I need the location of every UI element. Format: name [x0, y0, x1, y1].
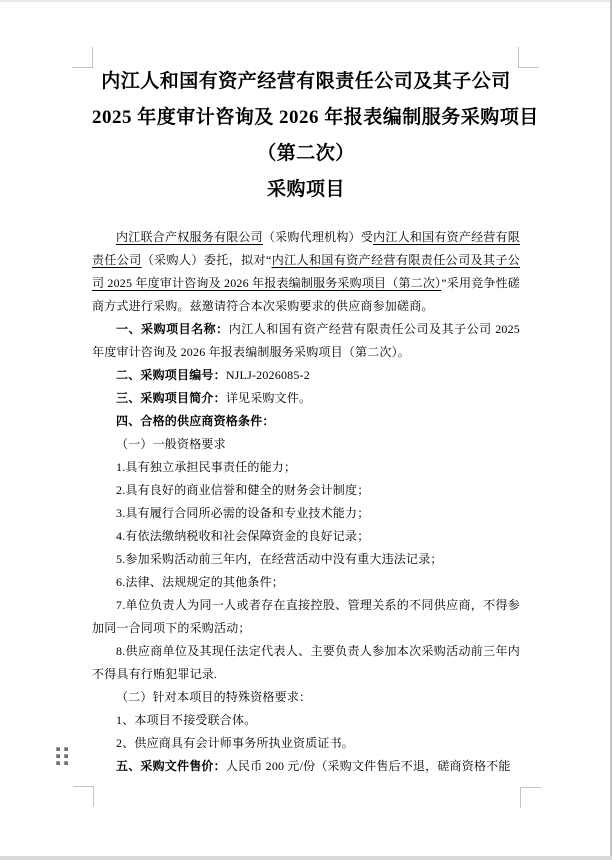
- special-item: 2、供应商具有会计师事务所执业资质证书。: [116, 736, 355, 750]
- section-document-price: [92, 755, 520, 778]
- crop-mark-top-right-icon: [518, 47, 539, 68]
- section-text: NJLJ-2026085-2: [225, 368, 310, 382]
- page-edge-top: [0, 0, 612, 2]
- intro-text: （采购代理机构）受: [262, 230, 374, 244]
- section-project-name: [92, 318, 520, 364]
- section-text: 详见采购文件。: [225, 391, 312, 405]
- crop-mark-bottom-right-icon: [520, 787, 541, 808]
- document-body: [92, 226, 520, 778]
- section-project-brief: [92, 387, 520, 410]
- page-edge-bottom: [0, 856, 612, 860]
- title-line: 内江人和国有资产经营有限责任公司及其子公司: [101, 71, 511, 92]
- section-label: 四、合格的供应商资格条件：: [116, 414, 275, 428]
- title-line: 采购项目: [266, 179, 345, 200]
- intro-text: （采购人）委托，拟对“: [141, 253, 272, 267]
- section-label: 二、采购项目编号：: [116, 368, 226, 382]
- project-name: 内江人和国有资产经营有限责任公司及其子公司 2025 年度审计咨询及 2026 年报表编制服务采购项目（第二次）: [92, 253, 520, 290]
- general-item: 2.具有良好的商业信誉和健全的财务会计制度；: [116, 483, 370, 497]
- agency-name: 内江联合产权服务有限公司: [116, 230, 263, 244]
- dots-grid-icon: [56, 747, 68, 765]
- intro-paragraph: [92, 226, 520, 318]
- section-text: 人民币 200 元/份（采购文件售后不退，磋商资格不能: [225, 759, 511, 773]
- general-item: 1.具有独立承担民事责任的能力；: [116, 460, 297, 474]
- section-label: 五、采购文件售价：: [116, 759, 226, 773]
- general-item: 7.单位负责人为同一人或者存在直接控股、管理关系的不同供应商，不得参加同一合同项下的采购活动；: [92, 598, 520, 635]
- general-item: 6.法律、法规规定的其他条件；: [116, 575, 285, 589]
- intro-text: ”采用竞争性磋商方式进行采购。兹邀请符合本次采购要求的供应商参加磋商。: [92, 276, 521, 313]
- section-project-number: [92, 364, 520, 387]
- document-title: [92, 64, 539, 208]
- purchaser-name: 内江人和国有资产经营有限责任公司: [92, 230, 520, 267]
- title-line: （第二次）: [257, 143, 355, 164]
- special-qualification-heading: （二）针对本项目的特殊资格要求：: [116, 690, 312, 704]
- title-line: 2025 年度审计咨询及 2026 年报表编制服务采购项目: [92, 107, 539, 128]
- section-supplier-qualification: [92, 410, 520, 433]
- section-label: 一、采购项目名称：: [116, 322, 229, 336]
- general-item: 8.供应商单位及其现任法定代表人、主要负责人参加本次采购活动前三年内不得具有行贿犯罪记录.: [92, 644, 520, 681]
- section-text: 内江人和国有资产经营有限责任公司及其子公司 2025 年度审计咨询及 2026 年报表编制服务采购项目（第二次）。: [92, 322, 520, 359]
- general-item: 4.有依法缴纳税收和社会保障资金的良好记录；: [116, 529, 370, 543]
- general-item: 5.参加采购活动前三年内，在经营活动中没有重大违法记录；: [116, 552, 443, 566]
- special-item: 1、本项目不接受联合体。: [116, 713, 257, 727]
- section-label: 三、采购项目简介：: [116, 391, 226, 405]
- crop-mark-bottom-left-icon: [73, 786, 94, 807]
- general-qualification-heading: （一）一般资格要求: [116, 437, 226, 451]
- crop-mark-top-left-icon: [72, 47, 93, 68]
- general-item: 3.具有履行合同所必需的设备和专业技术能力；: [116, 506, 370, 520]
